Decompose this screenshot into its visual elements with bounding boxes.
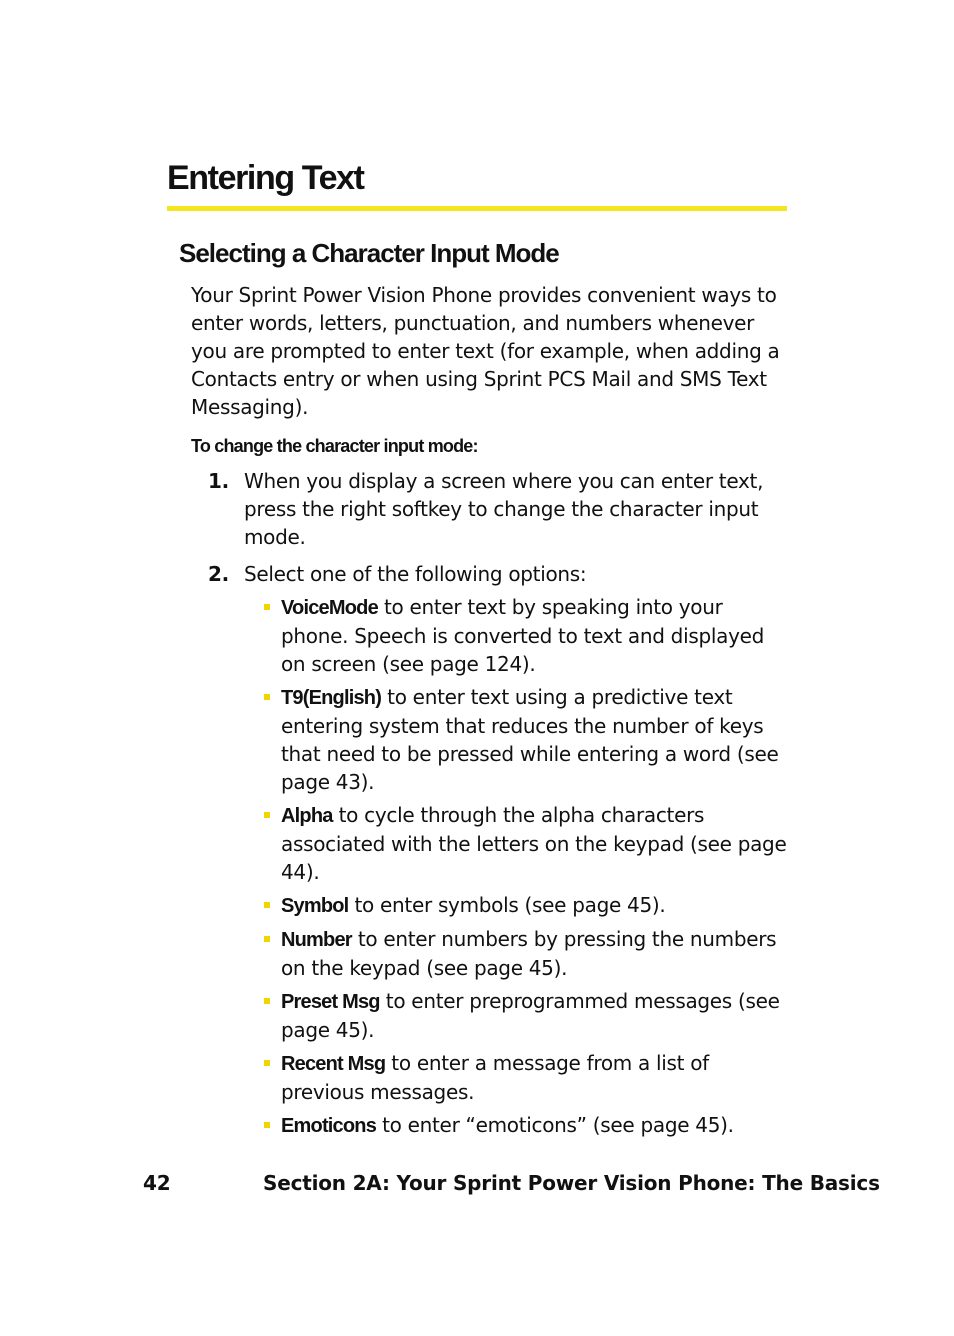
step-text: When you display a screen where you can enter text, press the right softkey to change the character input mode.: [244, 469, 764, 549]
option-name: Preset Msg: [281, 991, 380, 1013]
option-emoticons: [244, 1111, 791, 1140]
option-description: to enter numbers by pressing the numbers on the keypad (see page 45).: [281, 927, 777, 980]
option-description: to enter text by speaking into your phone. Speech is converted to text and displayed on screen (see page 124).: [281, 595, 765, 676]
footer-section-title: Section 2A: Your Sprint Power Vision Phone: The Basics: [263, 1171, 880, 1195]
option-symbol: [244, 891, 791, 920]
input-mode-options-list: [244, 593, 791, 1140]
square-bullet-icon: [264, 604, 270, 610]
option-number: [244, 925, 791, 982]
option-description: to enter preprogrammed messages (see page 45).: [281, 989, 780, 1042]
option-description: to enter a message from a list of previous messages.: [281, 1051, 709, 1104]
option-name: VoiceMode: [281, 597, 378, 619]
step-text: Select one of the following options:: [244, 562, 587, 586]
option-description: to cycle through the alpha characters associated with the letters on the keypad (see page 44).: [281, 803, 787, 884]
option-voicemode: [244, 593, 791, 678]
page-number: 42: [143, 1171, 171, 1195]
option-name: Symbol: [281, 895, 349, 917]
step-2: [191, 560, 791, 1140]
option-name: Recent Msg: [281, 1053, 386, 1075]
page-title: Entering Text: [167, 159, 364, 197]
square-bullet-icon: [264, 1060, 270, 1066]
option-description: to enter symbols (see page 45).: [348, 893, 666, 917]
option-recent-msg: [244, 1049, 791, 1106]
section-heading: Selecting a Character Input Mode: [179, 238, 559, 268]
option-t9-english: [244, 683, 791, 796]
title-underline-rule: [167, 206, 787, 211]
intro-paragraph: Your Sprint Power Vision Phone provides convenient ways to enter words, letters, punctuation, and numbers whenever you are prompted to enter text (for example, when adding a Contacts entry or when using Sprint PCS Mail and SMS Text Messaging).: [191, 283, 780, 419]
step-1: [191, 467, 791, 551]
step-number: 1.: [208, 469, 229, 493]
square-bullet-icon: [264, 902, 270, 908]
square-bullet-icon: [264, 812, 270, 818]
option-name: Emoticons: [281, 1115, 377, 1137]
procedure-heading: To change the character input mode:: [191, 436, 478, 456]
option-name: Alpha: [281, 805, 333, 827]
steps-list: [191, 467, 791, 1140]
page-content: [191, 281, 791, 1149]
option-preset-msg: [244, 987, 791, 1044]
step-number: 2.: [208, 562, 229, 586]
square-bullet-icon: [264, 998, 270, 1004]
option-name: T9(English): [281, 687, 382, 709]
square-bullet-icon: [264, 1122, 270, 1128]
option-description: to enter “emoticons” (see page 45).: [376, 1113, 734, 1137]
square-bullet-icon: [264, 936, 270, 942]
square-bullet-icon: [264, 694, 270, 700]
option-alpha: [244, 801, 791, 886]
option-name: Number: [281, 929, 352, 951]
option-description: to enter text using a predictive text entering system that reduces the number of keys that need to be pressed while entering a word (see page 43).: [281, 685, 779, 794]
